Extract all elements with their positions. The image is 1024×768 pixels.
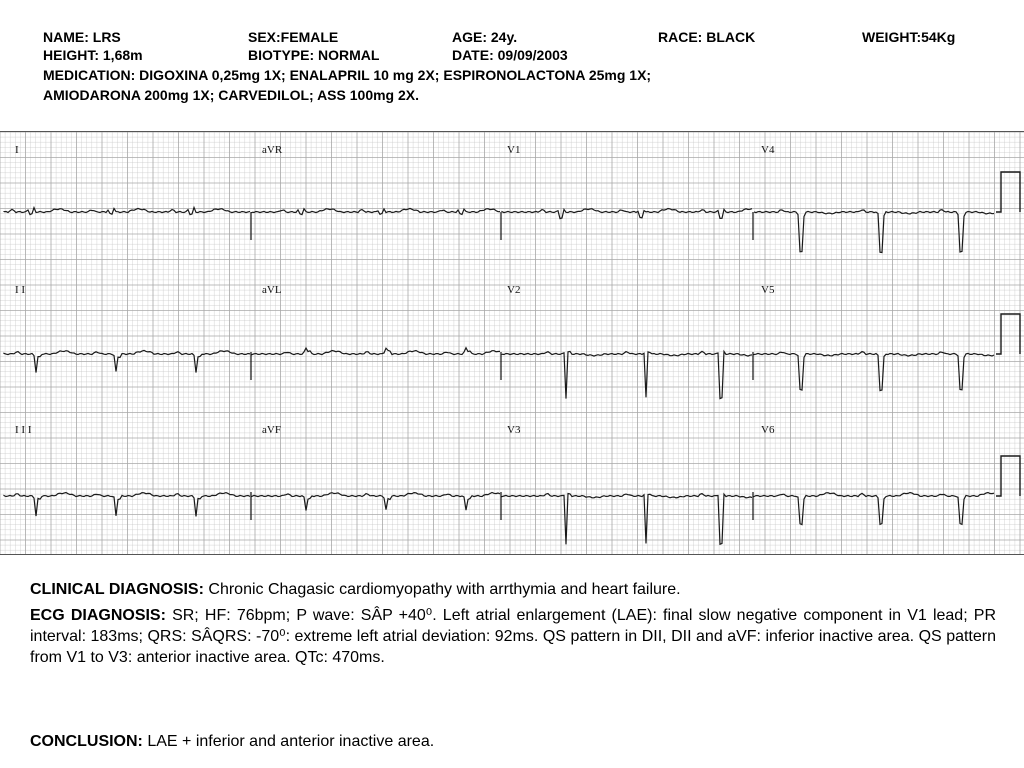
- ecg-diagnosis-label: ECG DIAGNOSIS:: [30, 607, 166, 624]
- ecg-trace: [754, 352, 994, 391]
- patient-height: HEIGHT: 1,68m: [43, 47, 143, 63]
- lead-label-aVR: aVR: [262, 144, 283, 156]
- lead-label-V2: V2: [507, 284, 521, 296]
- ecg-trace: [502, 351, 752, 398]
- medication-line-2: AMIODARONA 200mg 1X; CARVEDILOL; ASS 100mg 2X.: [43, 87, 420, 103]
- ecg-trace: [252, 493, 500, 511]
- lead-label-aVF: aVF: [262, 424, 281, 436]
- lead-label-III: I I I: [15, 424, 32, 436]
- lead-label-V1: V1: [507, 144, 521, 156]
- patient-race: RACE: BLACK: [658, 29, 756, 45]
- lead-label-aVL: aVL: [262, 284, 282, 296]
- ecg-grid-and-traces: [0, 132, 1024, 554]
- lead-label-II: I I: [15, 284, 26, 296]
- exam-date: DATE: 09/09/2003: [452, 47, 568, 63]
- ecg-diagnosis: [30, 605, 996, 668]
- ecg-diagnosis-text: SR; HF: 76bpm; P wave: SÂP +40⁰. Left atrial enlargement (LAE): final slow negative component in V1 lead; PR interval: 183ms; QRS: SÂQRS: -70⁰: extreme left atrial deviation: 92ms. QS pattern in DII, DII and aVF: inferior inactive area. QS pattern from V1 to V3: anterior inactive area. QTc: 470ms.: [30, 607, 997, 666]
- patient-name: NAME: LRS: [43, 29, 121, 45]
- lead-label-V3: V3: [507, 424, 521, 436]
- conclusion-text: LAE + inferior and anterior inactive area.: [142, 733, 435, 750]
- conclusion-label: CONCLUSION:: [30, 733, 143, 750]
- patient-sex: SEX:FEMALE: [248, 29, 339, 45]
- ecg-trace: [502, 494, 752, 545]
- conclusion: [30, 731, 996, 752]
- patient-biotype: BIOTYPE: NORMAL: [248, 47, 380, 63]
- ecg-trace: [754, 210, 994, 253]
- clinical-diagnosis-label: CLINICAL DIAGNOSIS:: [30, 581, 204, 598]
- lead-label-V6: V6: [761, 424, 775, 436]
- clinical-diagnosis: [30, 579, 996, 600]
- lead-label-V5: V5: [761, 284, 775, 296]
- lead-label-V4: V4: [761, 144, 775, 156]
- lead-label-I: I: [15, 144, 19, 156]
- ecg-tracing: [0, 131, 1024, 555]
- patient-age: AGE: 24y.: [452, 29, 518, 45]
- patient-weight: WEIGHT:54Kg: [862, 29, 956, 45]
- clinical-diagnosis-text: Chronic Chagasic cardiomyopathy with arrthymia and heart failure.: [203, 581, 681, 598]
- medication-line-1: MEDICATION: DIGOXINA 0,25mg 1X; ENALAPRIL 10 mg 2X; ESPIRONOLACTONA 25mg 1X;: [43, 67, 652, 83]
